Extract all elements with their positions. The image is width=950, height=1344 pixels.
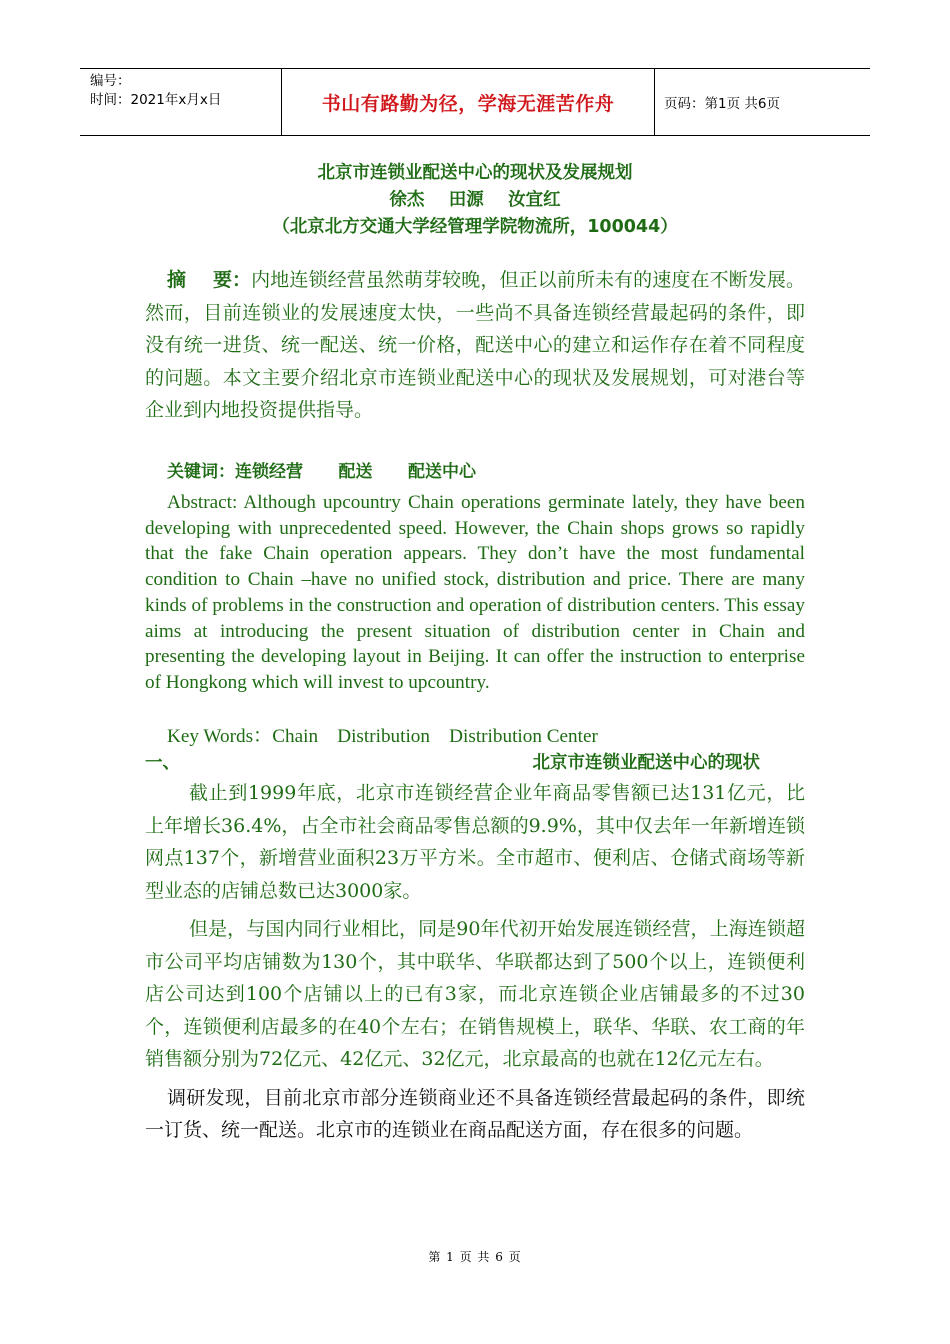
paper-affiliation: （北京北方交通大学经管理学院物流所，100044） — [272, 217, 678, 237]
header-page-info: 页码：第1页 共6页 — [664, 96, 780, 112]
abstract-en-block — [145, 490, 805, 696]
body-paragraphs — [145, 777, 805, 1147]
keywords-en: Key Words：Chain Distribution Distribution Center — [167, 726, 598, 747]
abstract-cn-text: 内地连锁经营虽然萌芽较晚，但正以前所未有的速度在不断发展。然而，目前连锁业的发展速度太快，一些尚不具备连锁经营最起码的条件，即没有统一进货、统一配送、统一价格，配送中心的建立和运作存在着不同程度的问题。本文主要介绍北京市连锁业配送中心的现状及发展规划，可对港台等企业到内地投资提供指导。 — [145, 269, 805, 421]
abstract-en: Abstract: Although upcountry Chain operations germinate lately, they have been developing with unprecedented speed. However, the Chain shops grows so rapidly that the fake Chain operation appears. They don’t have the most fundamental condition to Chain –have no unified stock, distribution and price. There are many kinds of problems in the construction and operation of distribution centers. This essay aims at introducing the present situation of distribution center in Chain and presenting the developing layout in Beijing. It can offer the instruction to enterprise of Hongkong which will invest to upcountry. — [145, 492, 805, 693]
page-footer: 第 1 页 共 6 页 — [428, 1250, 522, 1264]
keywords-en-block — [145, 721, 805, 748]
section-1-heading — [145, 749, 760, 774]
paper-authors: 徐杰 田源 汝宜红 — [389, 190, 561, 210]
paper-title: 北京市连锁业配送中心的现状及发展规划 — [317, 163, 633, 183]
abstract-cn-label: 摘 要： — [167, 269, 252, 291]
number-label: 编号： — [90, 73, 131, 89]
section-1-number: 一、 — [145, 753, 180, 773]
paragraph-2: 但是，与国内同行业相比，同是90年代初开始发展连锁经营，上海连锁超市公司平均店铺数为130个，其中联华、华联都达到了500个以上，连锁便利店公司达到100个店铺以上的已有3家，而北京连锁企业店铺最多的不过30个，连锁便利店最多的在40个左右；在销售规模上，联华、华联、农工商的年销售额分别为72亿元、42亿元、32亿元，北京最高的也就在12亿元左右。 — [145, 918, 805, 1070]
header-left-cell — [80, 69, 281, 135]
date-label: 时间：2021年x月x日 — [90, 92, 222, 108]
paragraph-1: 截止到1999年底，北京市连锁经营企业年商品零售额已达131亿元，比上年增长36.4%，占全市社会商品零售总额的9.9%，其中仅去年一年新增连锁网点137个，新增营业面积23万平方米。全市超市、便利店、仓储式商场等新型业态的店铺总数已达3000家。 — [145, 782, 805, 902]
abstract-cn — [145, 264, 805, 427]
keywords-cn: 关键词：连锁经营 配送 配送中心 — [167, 462, 477, 482]
header-motto: 书山有路勤为径，学海无涯苦作舟 — [281, 69, 655, 135]
paragraph-3: 调研发现，目前北京市部分连锁商业还不具备连锁经营最起码的条件，即统一订货、统一配送。北京市的连锁业在商品配送方面，存在很多的问题。 — [145, 1086, 805, 1141]
title-block — [80, 160, 870, 241]
keywords-cn-block — [145, 457, 805, 482]
section-1-title: 北京市连锁业配送中心的现状 — [532, 753, 760, 773]
header-table — [80, 68, 870, 136]
